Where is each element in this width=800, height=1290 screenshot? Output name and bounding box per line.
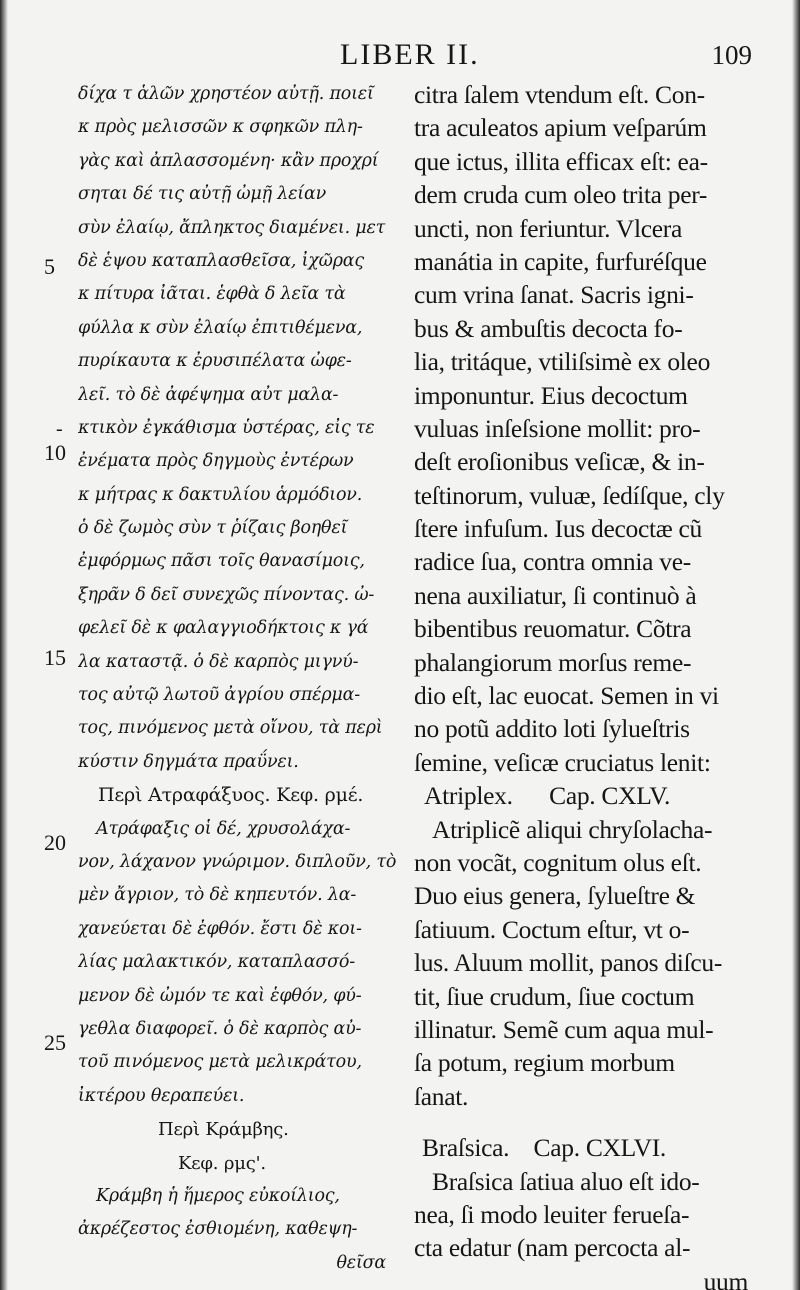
latin-line: deſt eroſionibus veſicæ, & in- — [414, 447, 705, 477]
greek-line: ἐμφόρμως πᾶσι τοῖς θανασίμοις, — [78, 551, 365, 572]
greek-line: Κράμβη ἡ ἥμερος εὐκοίλιος, — [96, 1185, 340, 1206]
greek-text-column — [78, 78, 398, 1280]
greek-line: τοῦ πινόμενος μετὰ μελικράτου, — [78, 1052, 362, 1073]
latin-line: que ictus, illita efficax eſt: ea- — [414, 146, 708, 176]
greek-line: κύστιν δηγμάτα πραΰνει. — [78, 751, 299, 772]
greek-line: λα καταστᾷ. ὁ δὲ καρπὸς μιγνύ- — [78, 651, 359, 672]
latin-line: cta edatur (nam percocta al- — [414, 1233, 691, 1263]
greek-line: φύλλα κ σὺν ἐλαίῳ ἐπιτιθέμενα, — [78, 317, 363, 338]
latin-line: lus. Aluum mollit, panos diſcu- — [414, 948, 723, 978]
latin-line: ſanat. — [414, 1081, 469, 1111]
greek-line: λεῖ. τὸ δὲ ἀφέψημα αὐτ μαλα- — [78, 384, 339, 405]
greek-line: ἀκρέζεστος ἐσθιομένη, καθεψη- — [78, 1219, 358, 1240]
greek-line: χανεύεται δὲ ἑφθόν. ἔστι δὲ κοι- — [78, 918, 362, 939]
page-shadow-right — [792, 0, 800, 1290]
greek-line: ἰκτέρου θεραπεύει. — [78, 1085, 245, 1106]
latin-line: manátia in capite, furfuréſque — [414, 246, 707, 276]
greek-line: κ πίτυρα ἰᾶται. ἑφθὰ δ λεῖα τὰ — [78, 284, 346, 305]
latin-line: bibentibus reuomatur. Cõtra — [414, 614, 692, 644]
line-number-15: 15 — [44, 645, 66, 670]
latin-line: ſtere infuſum. Ius decoctæ cũ — [414, 514, 702, 544]
greek-line: ἐνέματα πρὸς δηγμοὺς ἐντέρων — [78, 451, 354, 472]
latin-line: non vocãt, cognitum olus eſt. — [414, 847, 702, 877]
latin-line: Duo eius genera, ſylueſtre & — [414, 881, 696, 911]
latin-line: phalangiorum morſus reme- — [414, 647, 692, 677]
latin-line: imponuntur. Eius decoctum — [414, 380, 688, 410]
latin-line: ſa potum, regium morbum — [414, 1048, 675, 1078]
greek-line: μὲν ἄγριον, τὸ δὲ κηπευτόν. λα- — [78, 885, 357, 906]
latin-line: ſemine, veſicæ cruciatus lenit: — [414, 747, 711, 777]
greek-line: σὺν ἐλαίῳ, ἄπληκτος διαμένει. μετ — [78, 217, 386, 238]
latin-line: citra ſalem vtendum eſt. Con- — [414, 80, 705, 109]
greek-line: γὰς καὶ ἀπλασσομένη· κἂν προχρί — [78, 150, 379, 171]
line-number-25: 25 — [44, 1030, 66, 1055]
greek-line: ὁ δὲ ζωμὸς σὺν τ ῥίζαις βοηθεῖ — [78, 518, 348, 539]
margin-mark: - — [56, 418, 63, 440]
greek-line: τος αὐτῷ λωτοῦ ἀγρίου σπέρμα- — [78, 685, 360, 706]
latin-line: illinatur. Semẽ cum aqua mul- — [414, 1014, 714, 1044]
greek-chapter-number: Κεφ. ρμς'. — [178, 1152, 266, 1174]
latin-line: vuluas inſeſsione mollit: pro- — [414, 413, 701, 443]
greek-line: σηται δέ τις αὐτῇ ὠμῇ λείαν — [78, 184, 327, 205]
greek-line: θεῖσα — [336, 1252, 386, 1273]
latin-line: tit, ſiue crudum, ſiue coctum — [414, 981, 695, 1011]
latin-line: dio eſt, lac euocat. Semen in vi — [414, 681, 719, 711]
latin-line: Braſsica ſatiua aluo eſt ido- — [432, 1166, 700, 1196]
greek-line: πυρίκαυτα κ ἐρυσιπέλατα ὠφε- — [78, 351, 352, 372]
latin-line: uum — [703, 1266, 748, 1290]
latin-chapter-heading: Braſsica. Cap. CXLVI. — [422, 1133, 666, 1163]
greek-line: ξηρᾶν δ δεῖ συνεχῶς πίνοντας. ὠ- — [78, 584, 375, 605]
latin-line: radice ſua, contra omnia ve- — [414, 547, 691, 577]
latin-line: teſtinorum, vuluæ, ſedíſque, cly — [414, 480, 725, 510]
line-number-5: 5 — [44, 254, 55, 279]
greek-line: δίχα τ ἁλῶν χρηστέον αὐτῇ. ποιεῖ — [78, 84, 374, 104]
greek-line: Ατράφαξις οἱ δέ, χρυσολάχα- — [96, 818, 351, 839]
latin-line: dem cruda cum oleo trita per- — [414, 180, 708, 210]
running-head: LIBER II. — [340, 38, 480, 71]
greek-chapter-heading: Περὶ Κράμβης. — [158, 1119, 289, 1141]
greek-line: κ πρὸς μελισσῶν κ σφηκῶν πλη- — [78, 117, 363, 138]
greek-line: φελεῖ δὲ κ φαλαγγιοδήκτοις κ γά — [78, 618, 369, 639]
line-number-10: 10 — [44, 440, 66, 465]
line-number-20: 20 — [44, 830, 66, 855]
greek-chapter-heading: Περὶ Ατραφάξυος. Κεφ. ρμέ. — [98, 784, 364, 807]
latin-line: ſatiuum. Coctum eſtur, vt o- — [414, 914, 690, 944]
greek-line: γεθλα διαφορεῖ. ὁ δὲ καρπὸς αὐ- — [78, 1018, 362, 1039]
page-number: 109 — [711, 40, 752, 70]
page-shadow-left — [0, 0, 8, 1290]
greek-line: δὲ ἑψου καταπλασθεῖσα, ἰχῶρας — [78, 250, 365, 271]
latin-line: nena auxiliatur, ſi continuò à — [414, 580, 697, 610]
greek-line: κ μήτρας κ δακτυλίου ἁρμόδιον. — [78, 484, 363, 505]
latin-text-column — [414, 78, 792, 1290]
latin-line: Atriplicẽ aliqui chryſolacha- — [432, 814, 713, 844]
greek-line: τος, πινόμενος μετὰ οἴνου, τὰ περὶ — [78, 718, 383, 739]
greek-line: κτικὸν ἐγκάθισμα ὑστέρας, εἰς τε — [78, 417, 375, 438]
greek-line: μενον δὲ ὠμόν τε καὶ ἑφθόν, φύ- — [78, 985, 362, 1006]
latin-line: no potũ addito loti ſylueſtris — [414, 714, 690, 744]
greek-line: νον, λάχανον γνώριμον. διπλοῦν, τὸ — [78, 851, 397, 872]
latin-line: tra aculeatos apium veſparúm — [414, 113, 707, 143]
latin-line: nea, ſi modo leuiter ferueſa- — [414, 1199, 690, 1229]
latin-chapter-heading: Atriplex. Cap. CXLV. — [424, 781, 671, 811]
latin-line: uncti, non feriuntur. Vlcera — [414, 213, 683, 243]
latin-line: bus & ambuſtis decocta fo- — [414, 313, 683, 343]
latin-line: cum vrina ſanat. Sacris igni- — [414, 280, 694, 310]
latin-line: lia, tritáque, vtiliſsimè ex oleo — [414, 347, 711, 377]
greek-line: λίας μαλακτικόν, καταπλασσό- — [78, 952, 355, 973]
